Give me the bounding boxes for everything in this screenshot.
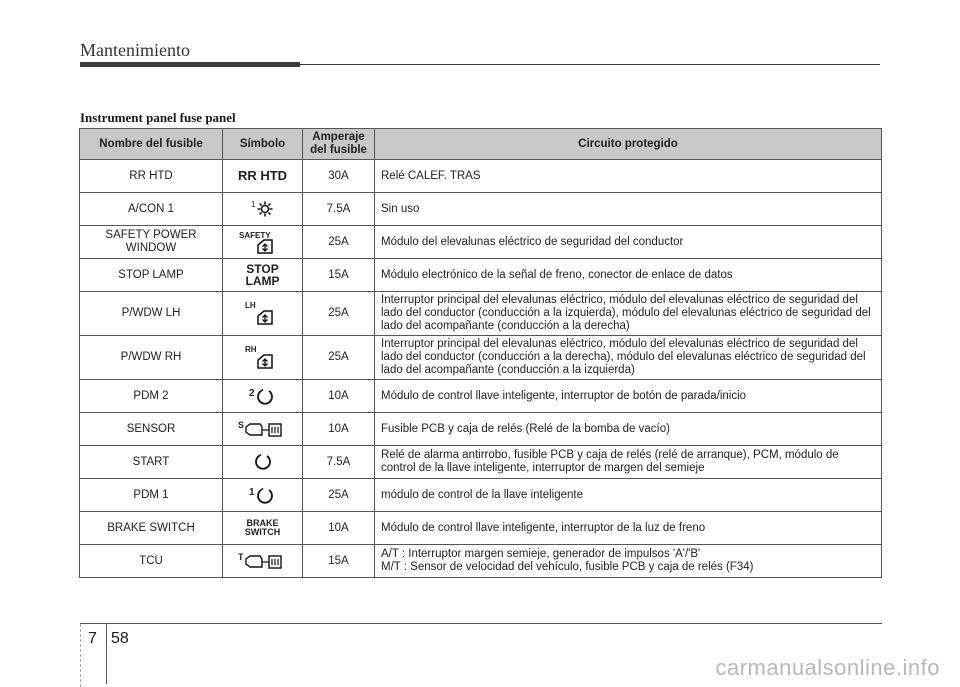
fuse-amperage: 7.5A	[303, 193, 375, 226]
table-row	[80, 160, 882, 193]
fuse-symbol	[223, 512, 303, 545]
fuse-symbol	[223, 413, 303, 446]
fuse-circuit: Fusible PCB y caja de relés (Relé de la bomba de vacío)	[375, 413, 882, 446]
fuse-symbol	[223, 226, 303, 259]
fuse-name: SENSOR	[80, 413, 223, 446]
fuse-circuit	[375, 545, 882, 578]
fuse-amperage: 25A	[303, 336, 375, 380]
fuse-name: A/CON 1	[80, 193, 223, 226]
table-row	[80, 336, 882, 380]
fuse-symbol	[223, 479, 303, 512]
table-row	[80, 259, 882, 292]
fuse-symbol	[223, 193, 303, 226]
table-row	[80, 446, 882, 479]
fuse-name: TCU	[80, 545, 223, 578]
symbol-superscript: 2	[249, 388, 255, 399]
fuse-name: STOP LAMP	[80, 259, 223, 292]
fuse-amperage: 25A	[303, 292, 375, 336]
page-number-divider	[106, 624, 107, 684]
fuse-amperage: 10A	[303, 413, 375, 446]
engine-icon	[244, 555, 284, 569]
table-row	[80, 380, 882, 413]
key-ring-icon	[256, 388, 274, 406]
table-row	[80, 545, 882, 578]
symbol-superscript: 1	[249, 487, 255, 498]
column-header-symbol: Símbolo	[223, 129, 303, 160]
fuse-name: P/WDW RH	[80, 336, 223, 380]
symbol-superscript: T	[238, 552, 244, 562]
table-row	[80, 479, 882, 512]
header-rule-thin	[300, 64, 880, 65]
fuse-circuit: Módulo de control llave inteligente, interruptor de la luz de freno	[375, 512, 882, 545]
fuse-symbol	[223, 160, 303, 193]
watermark: carmanualsonline.info	[715, 655, 940, 680]
fuse-circuit: Módulo electrónico de la señal de freno, conector de enlace de datos	[375, 259, 882, 292]
fuse-circuit: Relé de alarma antirrobo, fusible PCB y caja de relés (relé de arranque), PCM, módulo de control de la llave inteligente, interruptor de margen del semieje	[375, 446, 882, 479]
symbol-label: STOP LAMP	[245, 262, 280, 288]
table-row	[80, 512, 882, 545]
fuse-name: SAFETY POWER WINDOW	[80, 226, 223, 259]
fuse-symbol	[223, 259, 303, 292]
symbol-superscript: LH	[245, 301, 256, 310]
fuse-circuit: Relé CALEF. TRAS	[375, 160, 882, 193]
key-ring-icon	[254, 453, 272, 471]
fuse-amperage: 15A	[303, 259, 375, 292]
fuse-name: PDM 1	[80, 479, 223, 512]
column-header-circuit: Circuito protegido	[375, 129, 882, 160]
fuse-circuit: módulo de control de la llave inteligente	[375, 479, 882, 512]
section-title: Instrument panel fuse panel	[80, 110, 236, 125]
footer-guide-line	[80, 624, 82, 687]
fuse-circuit: Interruptor principal del elevalunas eléctrico, módulo del elevalunas eléctrico de seguridad del lado del conductor (conducción a la derecha), módulo del elevalunas eléctrico de seguridad del lado del acompañante (conducción a la izquierda)	[375, 336, 882, 380]
fuse-symbol	[223, 545, 303, 578]
fuse-amperage: 15A	[303, 545, 375, 578]
section-number: 7	[88, 630, 97, 647]
fuse-circuit: Sin uso	[375, 193, 882, 226]
footer-rule	[80, 623, 882, 624]
engine-icon	[244, 423, 284, 437]
fuse-circuit: Módulo del elevalunas eléctrico de seguridad del conductor	[375, 226, 882, 259]
snowflake-icon	[257, 201, 273, 217]
page-header-title: Mantenimiento	[80, 40, 190, 60]
fuse-name: RR HTD	[80, 160, 223, 193]
page-number: 58	[111, 630, 129, 647]
key-ring-icon	[256, 487, 274, 505]
fuse-circuit: Módulo de control llave inteligente, interruptor de botón de parada/inicio	[375, 380, 882, 413]
fuse-amperage: 25A	[303, 226, 375, 259]
symbol-superscript: SAFETY	[239, 231, 271, 240]
table-row	[80, 292, 882, 336]
symbol-superscript: RH	[245, 345, 257, 354]
fuse-symbol	[223, 336, 303, 380]
fuse-name: PDM 2	[80, 380, 223, 413]
symbol-superscript: S	[238, 420, 245, 430]
table-header-row	[80, 129, 882, 160]
fuse-table	[79, 128, 882, 578]
circuit-line: A/T : Interruptor margen semieje, generador de impulsos 'A'/'B'	[381, 548, 701, 560]
fuse-amperage: 30A	[303, 160, 375, 193]
fuse-symbol	[223, 380, 303, 413]
table-row	[80, 413, 882, 446]
fuse-symbol	[223, 446, 303, 479]
fuse-name: START	[80, 446, 223, 479]
fuse-name: P/WDW LH	[80, 292, 223, 336]
column-header-name: Nombre del fusible	[80, 129, 223, 160]
table-row	[80, 193, 882, 226]
fuse-amperage: 10A	[303, 380, 375, 413]
fuse-amperage: 7.5A	[303, 446, 375, 479]
symbol-label: RR HTD	[237, 168, 288, 183]
power-window-icon	[257, 239, 273, 254]
symbol-label: BRAKE SWITCH	[244, 518, 281, 537]
circuit-line: M/T : Sensor de velocidad del vehículo, fusible PCB y caja de relés (F34)	[381, 561, 754, 573]
fuse-circuit: Interruptor principal del elevalunas eléctrico, módulo del elevalunas eléctrico de seguridad del lado del conductor (conducción a la izquierda), módulo del elevalunas eléctrico de seguridad del lado del acompañante (conducción a la derecha)	[375, 292, 882, 336]
table-row	[80, 226, 882, 259]
fuse-name: BRAKE SWITCH	[80, 512, 223, 545]
fuse-amperage: 25A	[303, 479, 375, 512]
fuse-symbol	[223, 292, 303, 336]
header-rule-thick	[80, 62, 300, 67]
column-header-amperage: Amperaje del fusible	[303, 129, 375, 160]
symbol-superscript: 1	[251, 200, 256, 209]
power-window-icon	[257, 310, 273, 325]
fuse-amperage: 10A	[303, 512, 375, 545]
power-window-icon	[257, 354, 273, 369]
